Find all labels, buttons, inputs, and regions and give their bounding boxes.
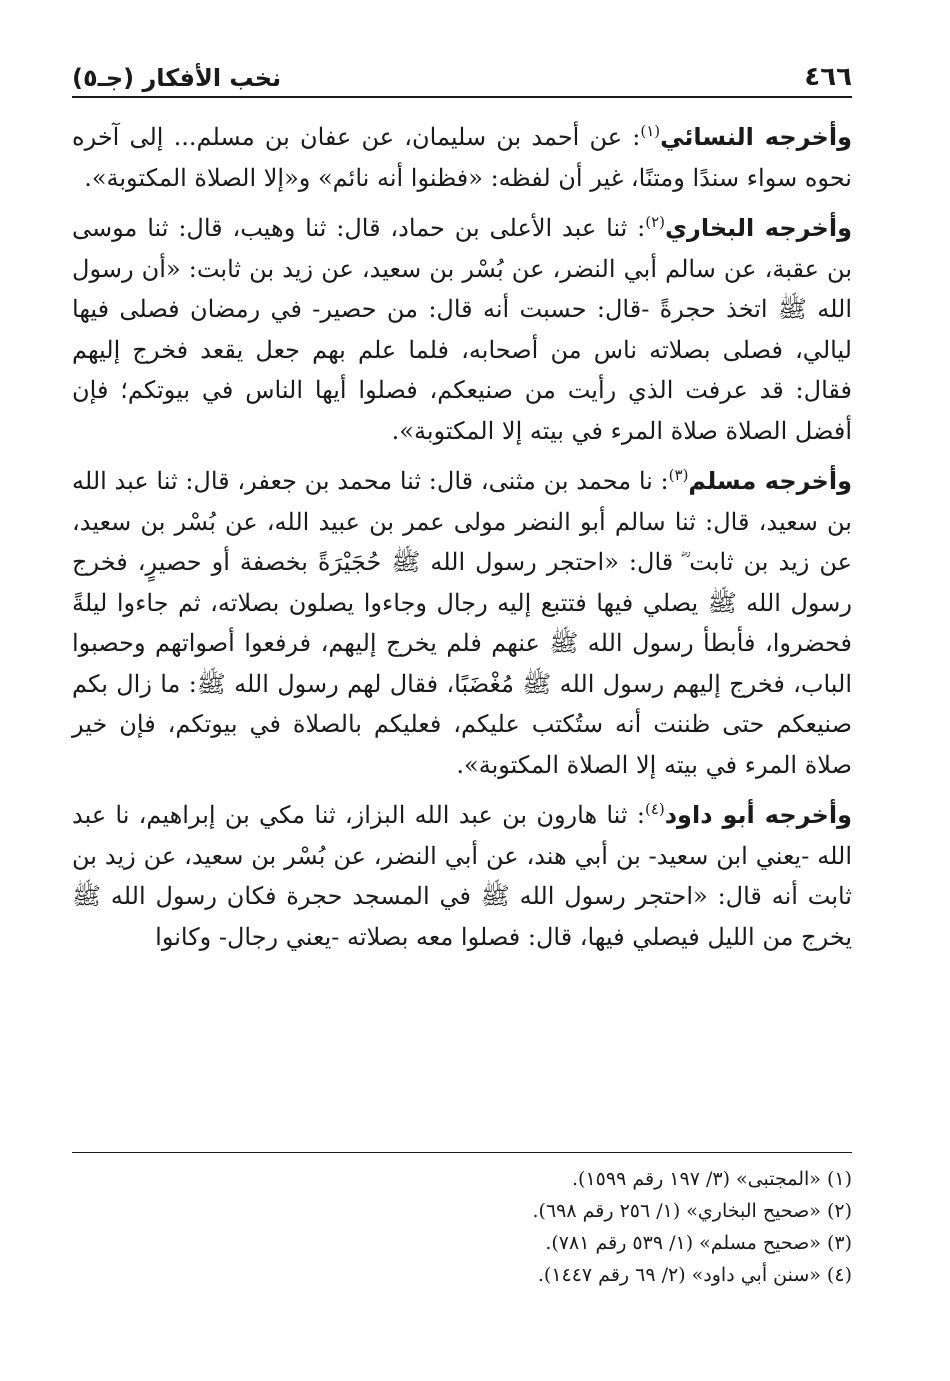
footnote-ref: (١) xyxy=(640,122,661,140)
book-page xyxy=(72,0,852,1381)
page-header xyxy=(72,52,852,98)
paragraph-text: : نا محمد بن مثنى، قال: ثنا محمد بن جعفر، قال: ثنا عبد الله بن سعيد، قال: ثنا سالم أبو النضر مولى عمر بن عبيد الله، عن بُسْر بن سعيد، عن زيد بن ثابت ؓ قال: «احتجر رسول الله ﷺ حُجَيْرَةً بخصفة أو حصيرٍ، فخرج رسول الله ﷺ يصلي فيها فتتبع إليه رجال وجاءوا يصلون بصلاته، ثم جاءوا ليلةً فحضروا، فأبطأ رسول الله ﷺ عنهم فلم يخرج إليهم، فرفعوا أصواتهم وحصبوا الباب، فخرج إليهم رسول الله ﷺ مُغْضَبًا، فقال لهم رسول الله ﷺ: ما زال بكم صنيعكم حتى ظننت أنه ستُكتب عليكم، فعليكم بالصلاة في بيوتكم، فإن خير صلاة المرء في بيته إلا الصلاة المكتوبة». xyxy=(72,467,852,779)
paragraph-nasai xyxy=(72,117,852,198)
source-name: وأخرجه مسلم xyxy=(688,467,852,495)
footnote-3: (٣) «صحيح مسلم» (١/ ٥٣٩ رقم ٧٨١). xyxy=(545,1232,852,1254)
footnote-separator xyxy=(72,1152,852,1153)
footnote-ref: (٤) xyxy=(644,800,665,818)
footnote-1: (١) «المجتبى» (٣/ ١٩٧ رقم ١٥٩٩). xyxy=(572,1168,852,1190)
main-text xyxy=(72,117,852,967)
footnote-2: (٢) «صحيح البخاري» (١/ ٢٥٦ رقم ٦٩٨). xyxy=(532,1200,852,1222)
source-name: وأخرجه النسائي xyxy=(660,123,852,151)
footnote-4: (٤) «سنن أبي داود» (٢/ ٦٩ رقم ١٤٤٧). xyxy=(537,1264,852,1286)
paragraph-muslim xyxy=(72,461,852,785)
footnote-ref: (٣) xyxy=(668,466,689,484)
running-title: نخب الأفكار (جـ٥) xyxy=(72,64,282,92)
source-name: وأخرجه أبو داود xyxy=(664,801,852,829)
page-number: ٤٦٦ xyxy=(804,62,852,92)
footnote-ref: (٢) xyxy=(645,213,666,231)
paragraph-text: : ثنا عبد الأعلى بن حماد، قال: ثنا وهيب، قال: ثنا موسى بن عقبة، عن سالم أبي النضر، عن بُسْر بن سعيد، عن زيد بن ثابت: «أن رسول الله ﷺ اتخذ حجرةً -قال: حسبت أنه قال: من حصير- في رمضان فصلى فيها ليالي، فصلى بصلاته ناس من أصحابه، فلما علم بهم جعل يقعد فخرج إليهم فقال: قد عرفت الذي رأيت من صنيعكم، فصلوا أيها الناس في بيوتكم؛ فإن أفضل الصلاة صلاة المرء في بيته إلا المكتوبة». xyxy=(72,214,852,445)
paragraph-bukhari xyxy=(72,208,852,451)
source-name: وأخرجه البخاري xyxy=(665,214,852,242)
paragraph-abu-dawud xyxy=(72,795,852,957)
paragraph-text: : عن أحمد بن سليمان، عن عفان بن مسلم... إلى آخره نحوه سواء سندًا ومتنًا، غير أن لفظه: «فظنوا أنه نائم» و«إلا الصلاة المكتوبة». xyxy=(72,123,852,192)
footnotes xyxy=(72,1152,852,1291)
paragraph-text: : ثنا هارون بن عبد الله البزاز، ثنا مكي بن إبراهيم، نا عبد الله -يعني ابن سعيد- بن أبي هند، عن أبي النضر، عن بُسْر بن سعيد، عن زيد بن ثابت أنه قال: «احتجر رسول الله ﷺ في المسجد حجرة فكان رسول الله ﷺ يخرج من الليل فيصلي فيها، قال: فصلوا معه بصلاته -يعني رجال- وكانوا xyxy=(72,801,852,951)
